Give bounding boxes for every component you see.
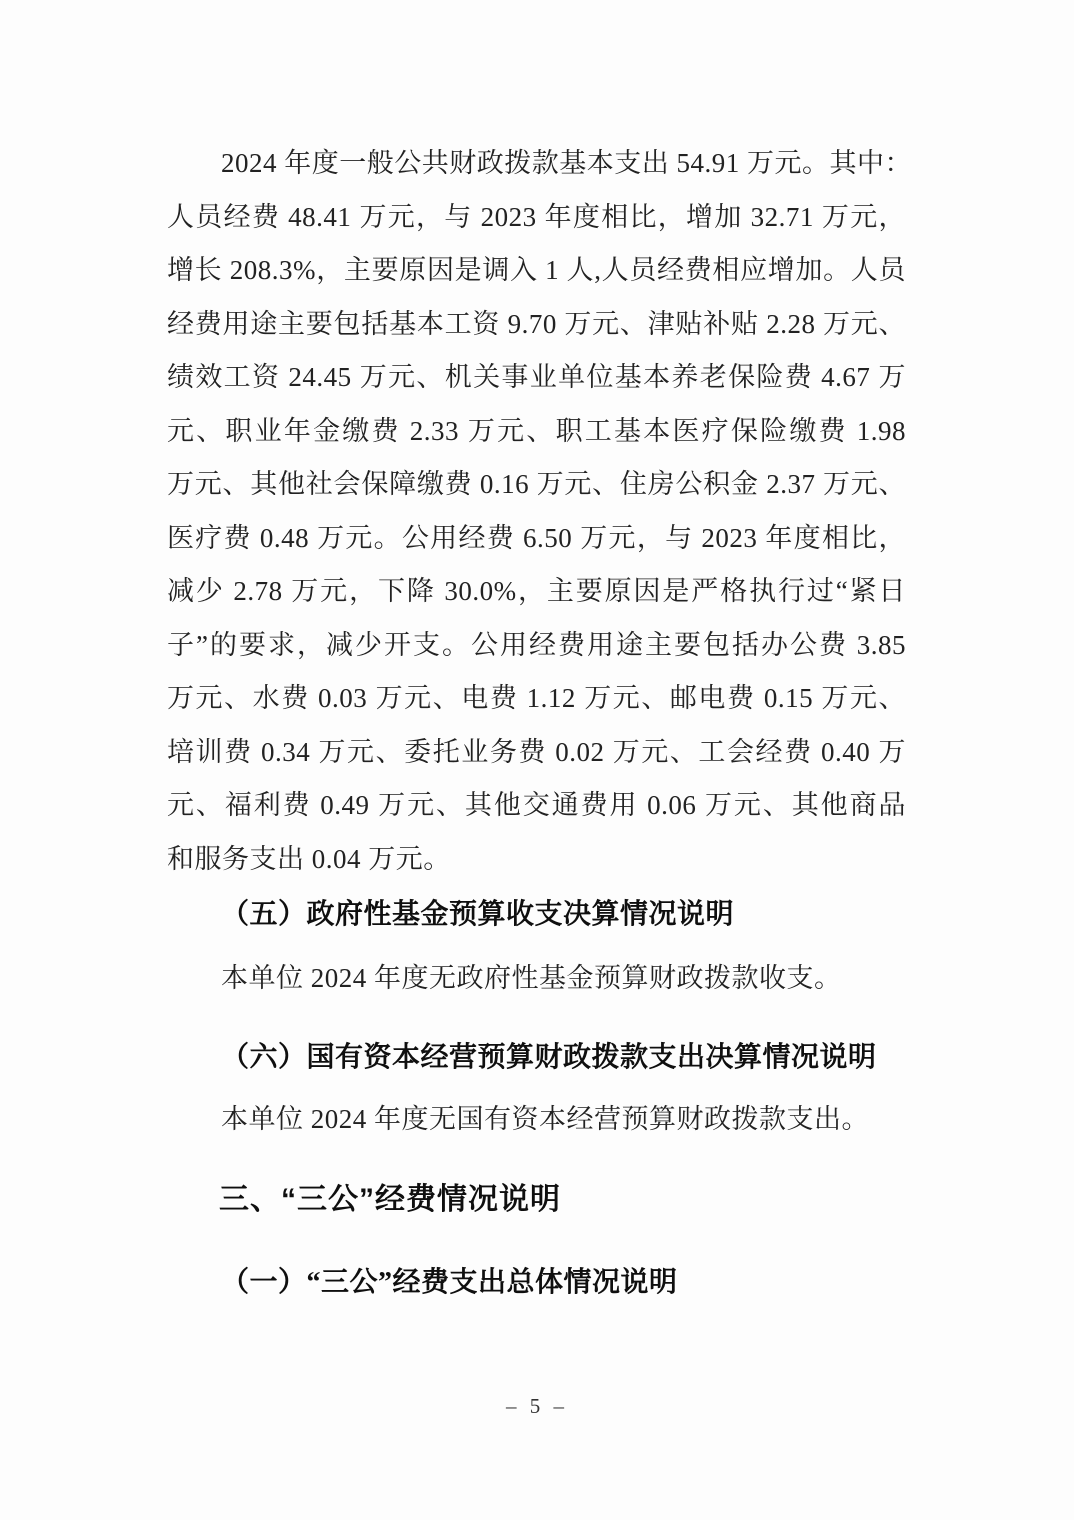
body-line: 培训费 0.34 万元、委托业务费 0.02 万元、工会经费 0.40 万 (167, 736, 906, 767)
document-content (167, 137, 912, 1310)
heading-section-5: （五）政府性基金预算收支决算情况说明 (221, 899, 735, 930)
body-line: 元、福利费 0.49 万元、其他交通费用 0.06 万元、其他商品 (167, 790, 906, 820)
body-line: 医疗费 0.48 万元。公用经费 6.50 万元，与 2023 年度相比， (167, 522, 906, 553)
body-line: 子”的要求，减少开支。公用经费用途主要包括办公费 3.85 (167, 629, 906, 660)
page-number: – 5 – (506, 1394, 568, 1418)
body-line: 绩效工资 24.45 万元、机关事业单位基本养老保险费 4.67 万 (167, 362, 906, 392)
body-line: 万元、水费 0.03 万元、电费 1.12 万元、邮电费 0.15 万元、 (167, 683, 906, 713)
section-6-paragraph: 本单位 2024 年度无国有资本经营预算财政拨款支出。 (221, 1103, 869, 1134)
heading-chapter-3: 三、“三公”经费情况说明 (219, 1183, 561, 1216)
section-5-paragraph: 本单位 2024 年度无政府性基金预算财政拨款收支。 (221, 962, 842, 993)
body-line: 经费用途主要包括基本工资 9.70 万元、津贴补贴 2.28 万元、 (167, 308, 906, 339)
budget-expenditure-paragraph (167, 137, 912, 886)
body-line: 元、职业年金缴费 2.33 万元、职工基本医疗保险缴费 1.98 (167, 415, 906, 446)
body-line: 人员经费 48.41 万元，与 2023 年度相比，增加 32.71 万元， (167, 201, 906, 232)
body-line: 增长 208.3%，主要原因是调入 1 人,人员经费相应增加。人员 (167, 255, 906, 285)
heading-section-6: （六）国有资本经营预算财政拨款支出决算情况说明 (221, 1042, 877, 1073)
body-line: 2024 年度一般公共财政拨款基本支出 54.91 万元。其中： (221, 148, 912, 178)
body-line: 和服务支出 0.04 万元。 (167, 843, 451, 874)
heading-section-3-1: （一）“三公”经费支出总体情况说明 (221, 1267, 678, 1298)
body-line: 万元、其他社会保障缴费 0.16 万元、住房公积金 2.37 万元、 (167, 469, 906, 499)
body-line: 减少 2.78 万元，下降 30.0%，主要原因是严格执行过“紧日 (167, 576, 906, 606)
